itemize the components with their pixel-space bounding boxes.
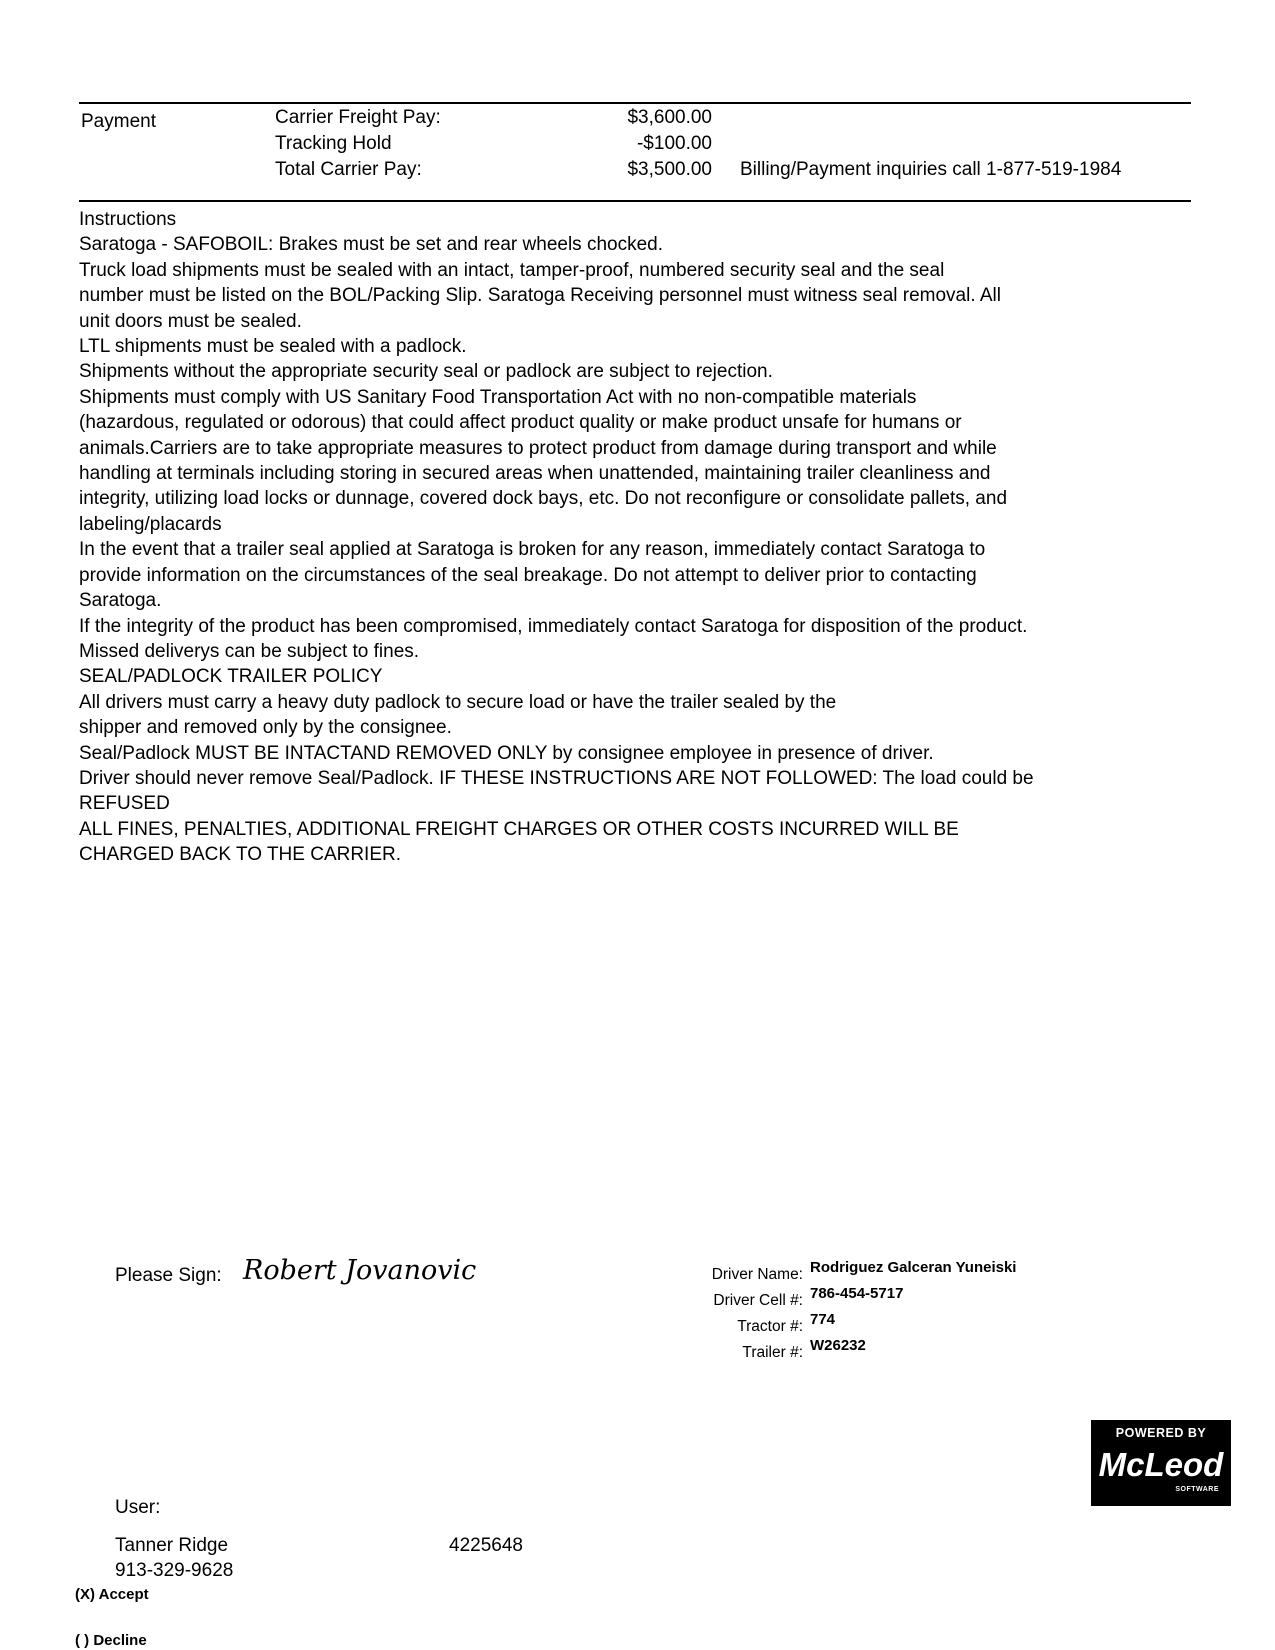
trailer-value: W26232 (810, 1337, 866, 1354)
payment-bottom-rule (79, 200, 1191, 202)
instructions-block (79, 207, 1219, 868)
instruction-line: In the event that a trailer seal applied at Saratoga is broken for any reason, immediately contact Saratoga to (79, 539, 986, 561)
driver-cell-label: Driver Cell #: (713, 1292, 803, 1309)
instruction-line: Missed deliverys can be subject to fines. (79, 640, 420, 662)
instruction-line: number must be listed on the BOL/Packing Slip. Saratoga Receiving personnel must witness seal removal. All (79, 285, 1001, 307)
user-label: User: (115, 1497, 161, 1518)
payment-label: Payment (81, 111, 156, 132)
signature-value[interactable]: Robert Jovanovic (243, 1255, 477, 1286)
logo-sub: SOFTWARE (1175, 1486, 1219, 1493)
instruction-line: Shipments without the appropriate security seal or padlock are subject to rejection. (79, 361, 773, 383)
instruction-line: handling at terminals including storing in secured areas when unattended, maintaining trailer cleanliness and (79, 463, 991, 485)
carrier-freight-pay-label: Carrier Freight Pay: (275, 107, 441, 128)
logo-powered-by: POWERED BY (1115, 1426, 1207, 1440)
mcleod-logo (1091, 1420, 1231, 1506)
instructions-heading: Instructions (79, 209, 177, 230)
instruction-line: labeling/placards (79, 513, 222, 535)
tracking-hold-amount: -$100.00 (636, 133, 712, 154)
instruction-line: shipper and removed only by the consignee. (79, 717, 452, 739)
user-name: Tanner Ridge (115, 1535, 229, 1556)
driver-name-label: Driver Name: (711, 1266, 803, 1283)
instruction-line: If the integrity of the product has been compromised, immediately contact Saratoga for disposition of the product. (79, 615, 1028, 637)
instruction-line: All drivers must carry a heavy duty padlock to secure load or have the trailer sealed by the (79, 691, 837, 713)
user-code: 4225648 (449, 1535, 523, 1556)
instruction-line: Saratoga. (79, 590, 162, 612)
instruction-line: integrity, utilizing load locks or dunnage, covered dock bays, etc. Do not reconfigure or consolidate pallets, and (79, 488, 1008, 510)
total-carrier-pay-amount: $3,500.00 (627, 159, 712, 180)
instruction-line: animals.Carriers are to take appropriate measures to protect product from damage during transport and while (79, 437, 997, 459)
tractor-label: Tractor #: (737, 1318, 803, 1335)
tracking-hold-label: Tracking Hold (275, 133, 392, 154)
tractor-value: 774 (810, 1311, 836, 1328)
instruction-line: unit doors must be sealed. (79, 310, 302, 332)
instruction-line: LTL shipments must be sealed with a padlock. (79, 336, 467, 358)
driver-name-value: Rodriguez Galceran Yuneiski (810, 1259, 1017, 1276)
instruction-line: provide information on the circumstances of the seal breakage. Do not attempt to deliver prior to contacting (79, 564, 977, 586)
accept-option[interactable]: (X) Accept (75, 1586, 149, 1603)
instruction-line: Driver should never remove Seal/Padlock. IF THESE INSTRUCTIONS ARE NOT FOLLOWED: The load could be (79, 767, 1034, 789)
carrier-freight-pay-amount: $3,600.00 (627, 107, 712, 128)
instruction-line: (hazardous, regulated or odorous) that could affect product quality or make product unsafe for humans or (79, 412, 962, 434)
instruction-line: ALL FINES, PENALTIES, ADDITIONAL FREIGHT CHARGES OR OTHER COSTS INCURRED WILL BE (79, 818, 959, 840)
instruction-line: Seal/Padlock MUST BE INTACTAND REMOVED ONLY by consignee employee in presence of driver. (79, 742, 934, 764)
please-sign-label: Please Sign: (115, 1265, 222, 1286)
trailer-label: Trailer #: (742, 1344, 803, 1361)
top-rule (79, 102, 1191, 104)
instruction-line: Saratoga - SAFOBOIL: Brakes must be set and rear wheels chocked. (79, 234, 663, 256)
instruction-line: SEAL/PADLOCK TRAILER POLICY (79, 666, 383, 688)
billing-inquiry-text: Billing/Payment inquiries call 1-877-519-1984 (740, 159, 1122, 180)
instruction-line: Truck load shipments must be sealed with an intact, tamper-proof, numbered security seal and the seal (79, 259, 945, 281)
user-phone: 913-329-9628 (115, 1560, 234, 1581)
instruction-line: REFUSED (79, 793, 170, 815)
driver-cell-value: 786-454-5717 (810, 1285, 904, 1302)
decline-option[interactable]: ( ) Decline (75, 1632, 147, 1649)
logo-name: McLeod (1098, 1446, 1224, 1483)
instruction-line: CHARGED BACK TO THE CARRIER. (79, 844, 402, 866)
instruction-line: Shipments must comply with US Sanitary Food Transportation Act with no non-compatible materials (79, 386, 917, 408)
total-carrier-pay-label: Total Carrier Pay: (275, 159, 422, 180)
